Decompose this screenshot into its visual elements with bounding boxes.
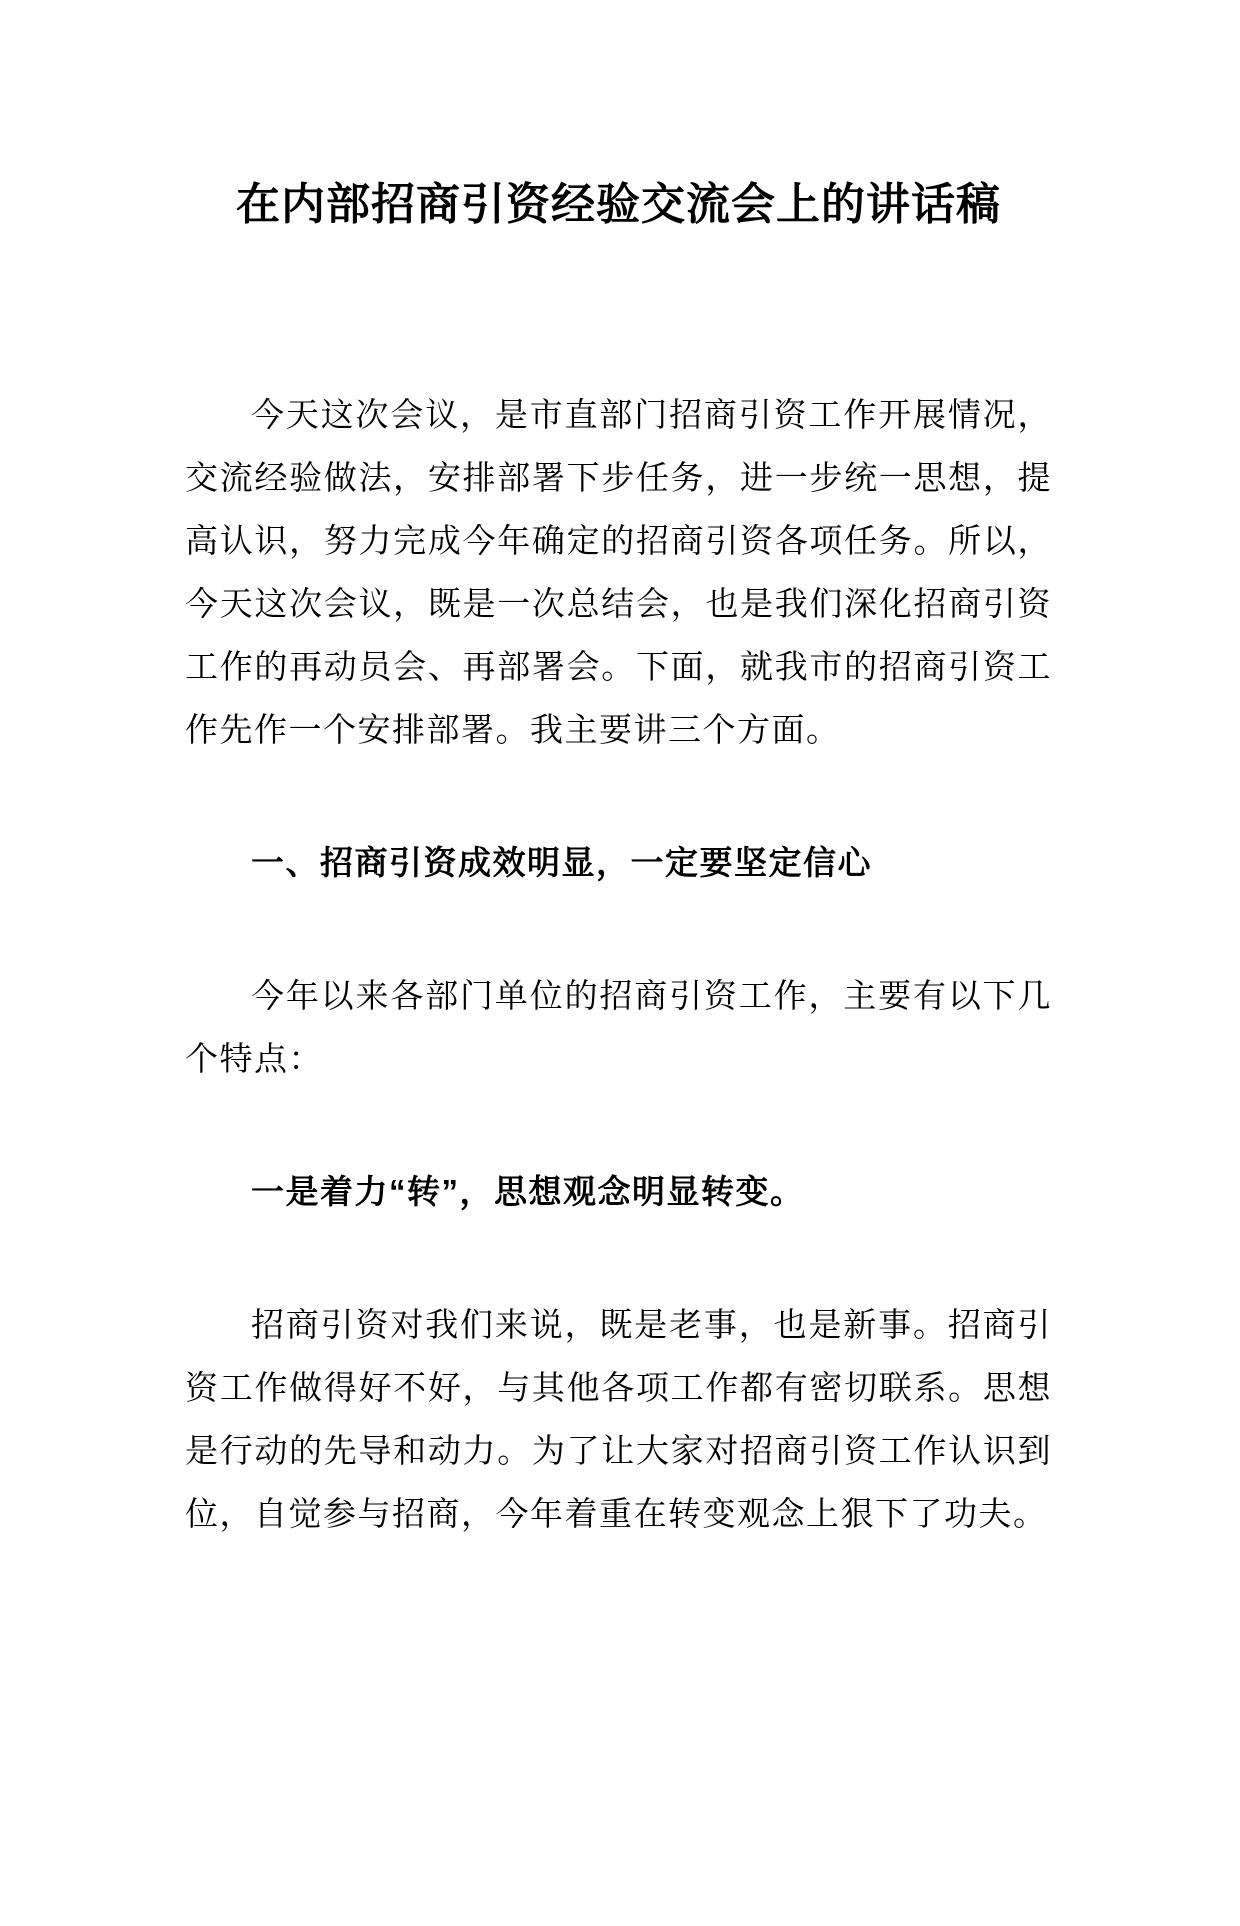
paragraph-features-lead: 今年以来各部门单位的招商引资工作，主要有以下几个特点： [185,977,1052,1077]
paragraph-point-1-detail: 招商引资对我们来说，既是老事，也是新事。招商引资工作做得好不好，与其他各项工作都有密切联系。思想是行动的先导和动力。为了让大家对招商引资工作认识到位，自觉参与招商，今年着重在转变观念上狠下了功夫。 [185,1306,1052,1532]
section-heading-1: 一、招商引资成效明显，一定要坚定信心 [251,844,872,881]
emphasis-point-1: 一是着力“转”，思想观念明显转变。 [251,1173,805,1210]
paragraph-intro: 今天这次会议，是市直部门招商引资工作开展情况，交流经验做法，安排部署下步任务，进一步统一思想，提高认识，努力完成今年确定的招商引资各项任务。所以，今天这次会议，既是一次总结会，也是我们深化招商引资工作的再动员会、再部署会。下面，就我市的招商引资工作先作一个安排部署。我主要讲三个方面。 [185,396,1052,748]
document-title: 在内部招商引资经验交流会上的讲话稿 [236,180,1001,229]
document-page [0,172,1240,1926]
